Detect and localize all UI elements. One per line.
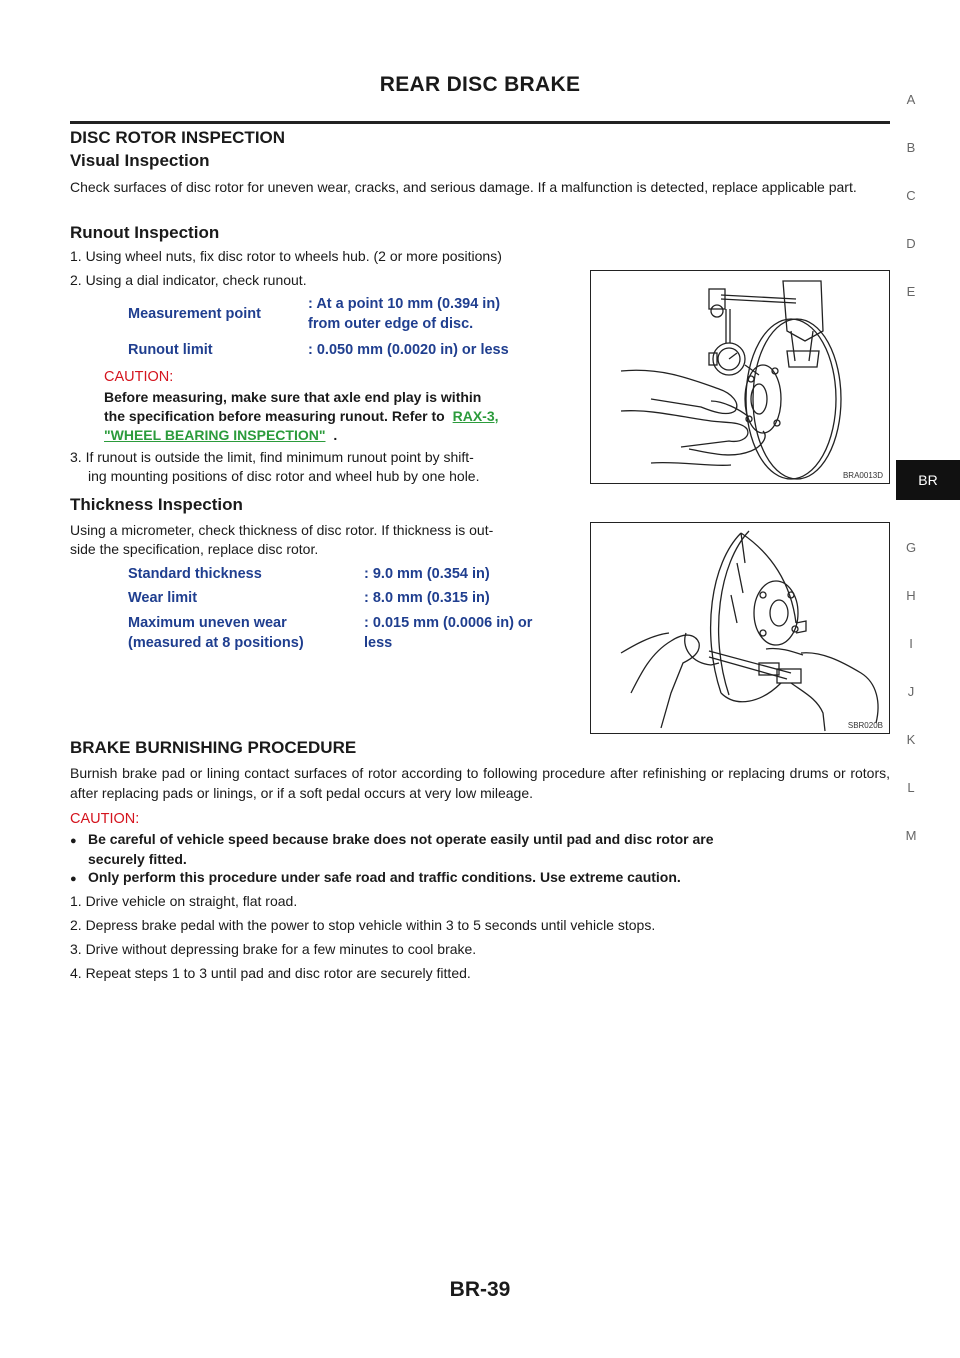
burnishing-text: Burnish brake pad or lining contact surfaces of rotor according to following procedure after refinishing or replacing drums or rotors, after replacing pads or linings, or if a soft pedal occurs at very low mileage. — [70, 765, 890, 801]
burnishing-step-1: 1. Drive vehicle on straight, flat road. — [70, 893, 298, 909]
visual-inspection-title: Visual Inspection — [70, 151, 210, 170]
spec-max-uneven-wear-value-1: : 0.015 mm (0.0006 in) or — [364, 615, 533, 631]
side-index-i[interactable]: I — [909, 636, 913, 651]
side-index-d[interactable]: D — [906, 236, 916, 251]
runout-step-3-line-1: 3. If runout is outside the limit, find minimum runout point by shift- — [70, 449, 474, 465]
side-index-a[interactable]: A — [906, 92, 916, 107]
side-index-c[interactable]: C — [906, 188, 916, 203]
side-index-l[interactable]: L — [907, 780, 915, 795]
burnishing-step-2: 2. Depress brake pedal with the power to stop vehicle within 3 to 5 seconds until vehicle stops. — [70, 917, 656, 933]
runout-step-1: 1. Using wheel nuts, fix disc rotor to wheels hub. (2 or more positions) — [70, 248, 502, 264]
burnishing-step-3: 3. Drive without depressing brake for a few minutes to cool brake. — [70, 941, 477, 957]
runout-step-2: 2. Using a dial indicator, check runout. — [70, 272, 307, 288]
side-index-br-active[interactable]: BR — [896, 460, 960, 500]
runout-caution-label: CAUTION: — [104, 369, 174, 385]
runout-inspection-title: Runout Inspection — [70, 223, 220, 242]
thickness-figure — [590, 522, 890, 734]
spec-standard-thickness-label: Standard thickness — [128, 566, 262, 582]
spec-max-uneven-wear-label-2: (measured at 8 positions) — [128, 635, 304, 651]
burnishing-bullet-1-line-2: securely fitted. — [88, 851, 187, 867]
side-index-j[interactable]: J — [907, 684, 915, 699]
visual-inspection-text: Check surfaces of disc rotor for uneven wear, cracks, and serious damage. If a malfunction is detected, replace applicable part. — [70, 179, 857, 195]
rax-3-link[interactable]: RAX-3, — [452, 408, 499, 424]
runout-step-3-line-2: ing mounting positions of disc rotor and wheel hub by one hole. — [88, 468, 480, 484]
wheel-bearing-inspection-link[interactable]: "WHEEL BEARING INSPECTION" — [104, 427, 326, 443]
burnishing-bullet-2 — [70, 867, 890, 887]
runout-figure — [590, 270, 890, 484]
spec-standard-thickness-value: : 9.0 mm (0.354 in) — [364, 566, 490, 582]
side-index-m[interactable]: M — [905, 828, 917, 843]
page-number: BR-39 — [449, 1278, 511, 1301]
runout-caution-line-2 — [104, 406, 499, 426]
thickness-figure-code: SBR020B — [847, 721, 883, 730]
spec-measurement-point-label: Measurement point — [128, 306, 261, 322]
runout-caution-text: the specification before measuring runout. Refer to — [104, 408, 445, 424]
bullet-icon: ● — [70, 873, 77, 885]
thickness-text-line-2: side the specification, replace disc rotor. — [70, 541, 319, 557]
page-title: REAR DISC BRAKE — [379, 73, 581, 96]
side-index-b[interactable]: B — [906, 140, 916, 155]
burnishing-step-4: 4. Repeat steps 1 to 3 until pad and disc rotor are securely fitted. — [70, 965, 471, 981]
side-index-e[interactable]: E — [906, 284, 916, 299]
spec-runout-limit-label: Runout limit — [128, 342, 213, 358]
side-index-k[interactable]: K — [906, 732, 916, 747]
dial-indicator-illustration — [591, 271, 889, 483]
burnishing-bullet-2-text: Only perform this procedure under safe road and traffic conditions. Use extreme caution. — [88, 869, 681, 885]
runout-caution-end: . — [333, 427, 338, 443]
runout-figure-code: BRA0013D — [842, 471, 883, 480]
spec-max-uneven-wear-value-2: less — [364, 635, 393, 651]
section-title-rotor: DISC ROTOR INSPECTION — [70, 128, 286, 147]
bullet-icon: ● — [70, 835, 77, 847]
spec-measurement-point-value-2: from outer edge of disc. — [308, 316, 474, 332]
thickness-inspection-title: Thickness Inspection — [70, 495, 243, 514]
burnishing-bullet-1 — [70, 829, 890, 869]
thickness-text-line-1: Using a micrometer, check thickness of disc rotor. If thickness is out- — [70, 522, 494, 538]
runout-caution-line-1: Before measuring, make sure that axle end play is within — [104, 389, 482, 405]
micrometer-illustration — [591, 523, 889, 733]
burnishing-bullet-1-line-1: Be careful of vehicle speed because brake does not operate easily until pad and disc rotor are — [88, 831, 714, 847]
header-rule — [70, 121, 890, 124]
spec-max-uneven-wear-label-1: Maximum uneven wear — [128, 615, 287, 631]
spec-wear-limit-label: Wear limit — [128, 590, 198, 606]
runout-caution-line-3 — [104, 425, 337, 445]
spec-wear-limit-value: : 8.0 mm (0.315 in) — [364, 590, 490, 606]
burnishing-caution-label: CAUTION: — [70, 811, 140, 827]
spec-measurement-point-value-1: : At a point 10 mm (0.394 in) — [308, 296, 501, 312]
side-index-h[interactable]: H — [906, 588, 916, 603]
spec-runout-limit-value: : 0.050 mm (0.0020 in) or less — [308, 342, 509, 358]
side-index-g[interactable]: G — [905, 540, 917, 555]
burnishing-title: BRAKE BURNISHING PROCEDURE — [70, 738, 357, 757]
